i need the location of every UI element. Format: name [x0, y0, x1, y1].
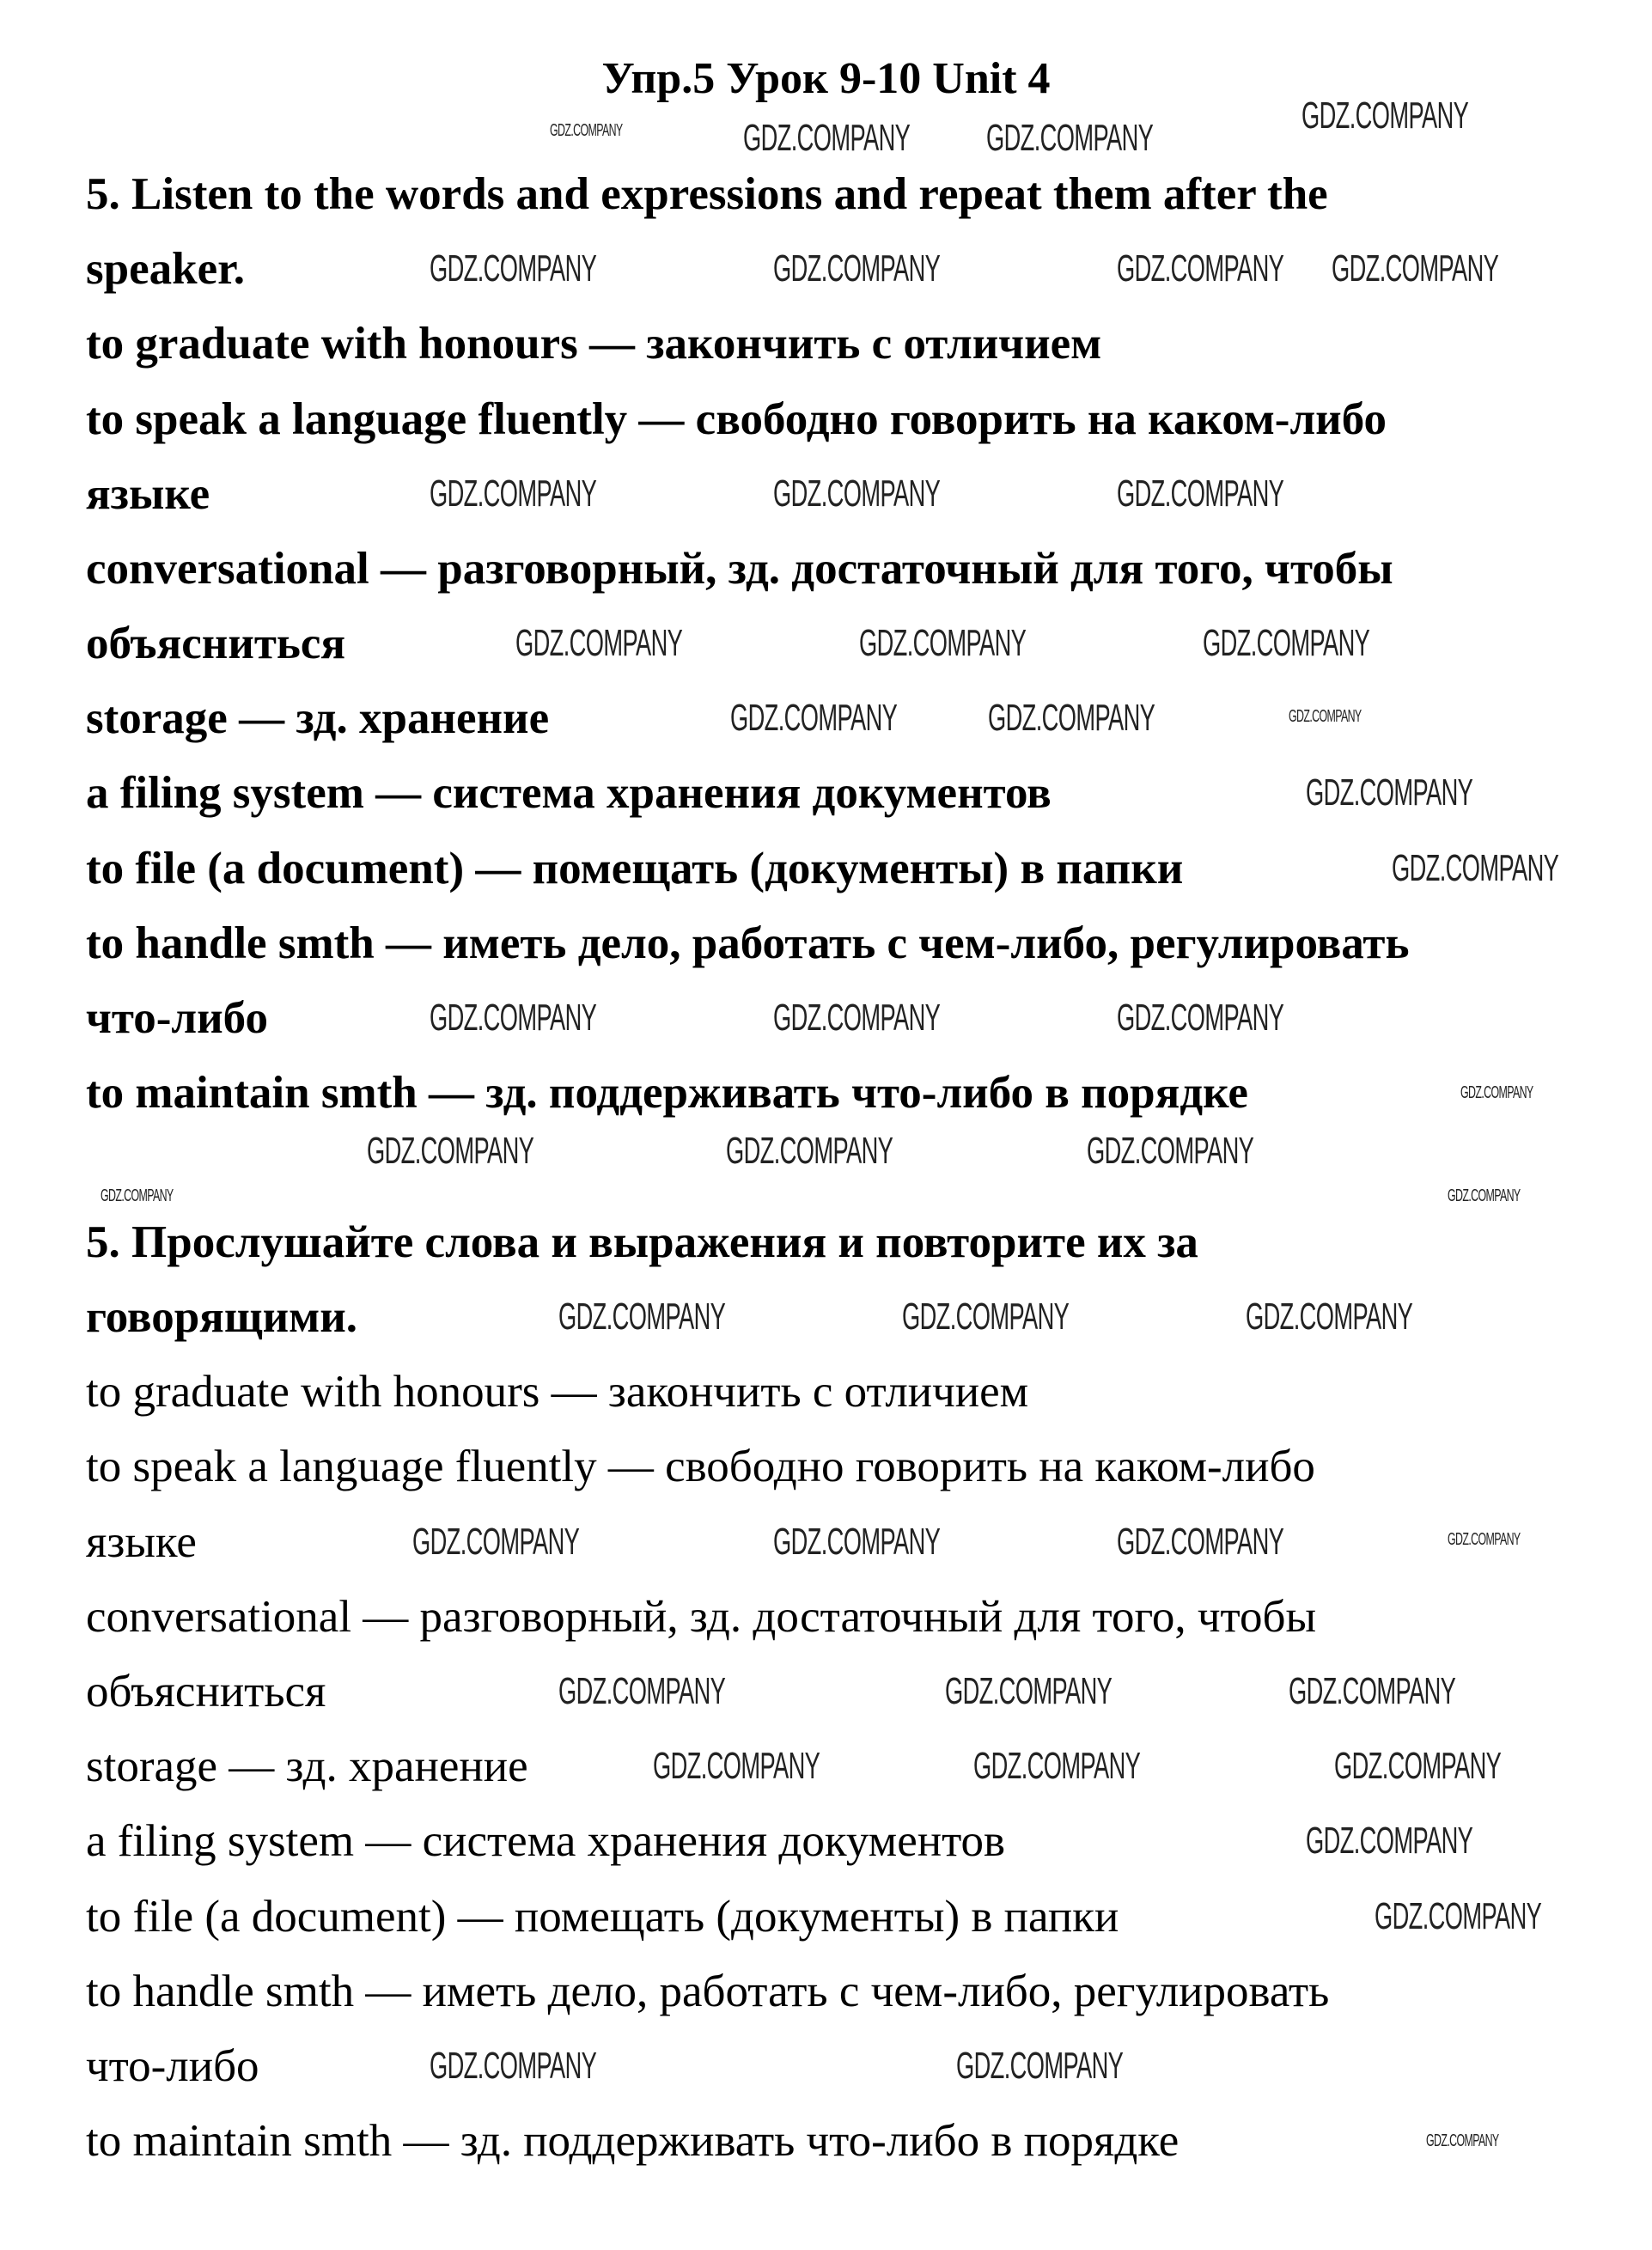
watermark: GDZ.COMPANY: [859, 622, 1027, 664]
watermark: GDZ.COMPANY: [1426, 2131, 1499, 2150]
watermark: GDZ.COMPANY: [1117, 997, 1284, 1039]
watermark: GDZ.COMPANY: [1117, 1521, 1284, 1563]
watermark: GDZ.COMPANY: [1375, 1895, 1542, 1937]
exercise-heading-cont: speaker.: [86, 244, 246, 294]
vocab-line: что-либо: [86, 993, 268, 1043]
watermark: GDZ.COMPANY: [1203, 622, 1370, 664]
exercise-heading: 5. Listen to the words and expressions and repeat them after the: [86, 169, 1328, 219]
watermark: GDZ.COMPANY: [430, 247, 597, 290]
vocab-line: conversational — разговорный, зд. достаточный для того, чтобы: [86, 1592, 1317, 1642]
watermark: GDZ.COMPANY: [1332, 247, 1499, 290]
page-title: Упр.5 Урок 9-10 Unit 4: [601, 54, 1051, 103]
vocab-line: to file (a document) — помещать (документы) в папки: [86, 844, 1184, 893]
vocab-line: to handle smth — иметь дело, работать с чем-либо, регулировать: [86, 918, 1410, 968]
watermark: GDZ.COMPANY: [1460, 1083, 1533, 1102]
watermark: GDZ.COMPANY: [988, 697, 1155, 739]
vocab-line: языке: [86, 1517, 197, 1567]
vocab-line: языке: [86, 469, 210, 519]
vocab-line: storage — зд. хранение: [86, 693, 550, 743]
watermark: GDZ.COMPANY: [773, 1521, 941, 1563]
watermark: GDZ.COMPANY: [902, 1296, 1070, 1338]
watermark: GDZ.COMPANY: [1087, 1130, 1254, 1172]
vocab-line: объясниться: [86, 619, 346, 668]
watermark: GDZ.COMPANY: [1392, 847, 1559, 889]
watermark: GDZ.COMPANY: [558, 1670, 726, 1712]
watermark: GDZ.COMPANY: [1289, 707, 1362, 726]
vocab-line: to handle smth — иметь дело, работать с чем-либо, регулировать: [86, 1966, 1330, 2016]
watermark: GDZ.COMPANY: [558, 1296, 726, 1338]
vocab-line: to file (a document) — помещать (документы) в папки: [86, 1892, 1119, 1942]
vocab-line: to speak a language fluently — свободно говорить на каком-либо: [86, 394, 1387, 444]
translation-heading-cont: говорящими.: [86, 1292, 358, 1342]
watermark: GDZ.COMPANY: [550, 121, 623, 140]
watermark: GDZ.COMPANY: [1448, 1186, 1521, 1205]
watermark: GDZ.COMPANY: [412, 1521, 580, 1563]
watermark: GDZ.COMPANY: [1117, 247, 1284, 290]
watermark: GDZ.COMPANY: [1117, 473, 1284, 515]
watermark: GDZ.COMPANY: [430, 997, 597, 1039]
watermark: GDZ.COMPANY: [1334, 1745, 1502, 1787]
watermark: GDZ.COMPANY: [1246, 1296, 1413, 1338]
watermark: GDZ.COMPANY: [367, 1130, 534, 1172]
watermark: GDZ.COMPANY: [1306, 1820, 1473, 1862]
vocab-line: to graduate with honours — закончить с отличием: [86, 1367, 1029, 1417]
watermark: GDZ.COMPANY: [945, 1670, 1113, 1712]
watermark: GDZ.COMPANY: [515, 622, 683, 664]
watermark: GDZ.COMPANY: [430, 2045, 597, 2087]
watermark: GDZ.COMPANY: [1448, 1530, 1521, 1549]
vocab-line: to maintain smth — зд. поддерживать что-либо в порядке: [86, 1068, 1248, 1118]
vocab-line: to graduate with honours — закончить с отличием: [86, 319, 1102, 369]
watermark: GDZ.COMPANY: [956, 2045, 1124, 2087]
watermark: GDZ.COMPANY: [1301, 95, 1469, 137]
watermark: GDZ.COMPANY: [973, 1745, 1141, 1787]
watermark: GDZ.COMPANY: [653, 1745, 820, 1787]
watermark: GDZ.COMPANY: [773, 473, 941, 515]
watermark: GDZ.COMPANY: [773, 997, 941, 1039]
watermark: GDZ.COMPANY: [986, 117, 1154, 159]
watermark: GDZ.COMPANY: [1306, 771, 1473, 814]
vocab-line: a filing system — система хранения документов: [86, 1816, 1006, 1866]
vocab-line: что-либо: [86, 2041, 259, 2091]
watermark: GDZ.COMPANY: [1289, 1670, 1456, 1712]
vocab-line: conversational — разговорный, зд. достаточный для того, чтобы: [86, 544, 1393, 594]
watermark: GDZ.COMPANY: [101, 1186, 174, 1205]
vocab-line: a filing system — система хранения документов: [86, 768, 1052, 818]
translation-heading: 5. Прослушайте слова и выражения и повторите их за: [86, 1217, 1198, 1267]
watermark: GDZ.COMPANY: [726, 1130, 893, 1172]
watermark: GDZ.COMPANY: [430, 473, 597, 515]
watermark: GDZ.COMPANY: [773, 247, 941, 290]
watermark: GDZ.COMPANY: [743, 117, 911, 159]
vocab-line: storage — зд. хранение: [86, 1741, 528, 1791]
watermark: GDZ.COMPANY: [730, 697, 898, 739]
vocab-line: to maintain smth — зд. поддерживать что-либо в порядке: [86, 2116, 1180, 2166]
vocab-line: to speak a language fluently — свободно говорить на каком-либо: [86, 1442, 1315, 1491]
vocab-line: объясниться: [86, 1667, 326, 1716]
